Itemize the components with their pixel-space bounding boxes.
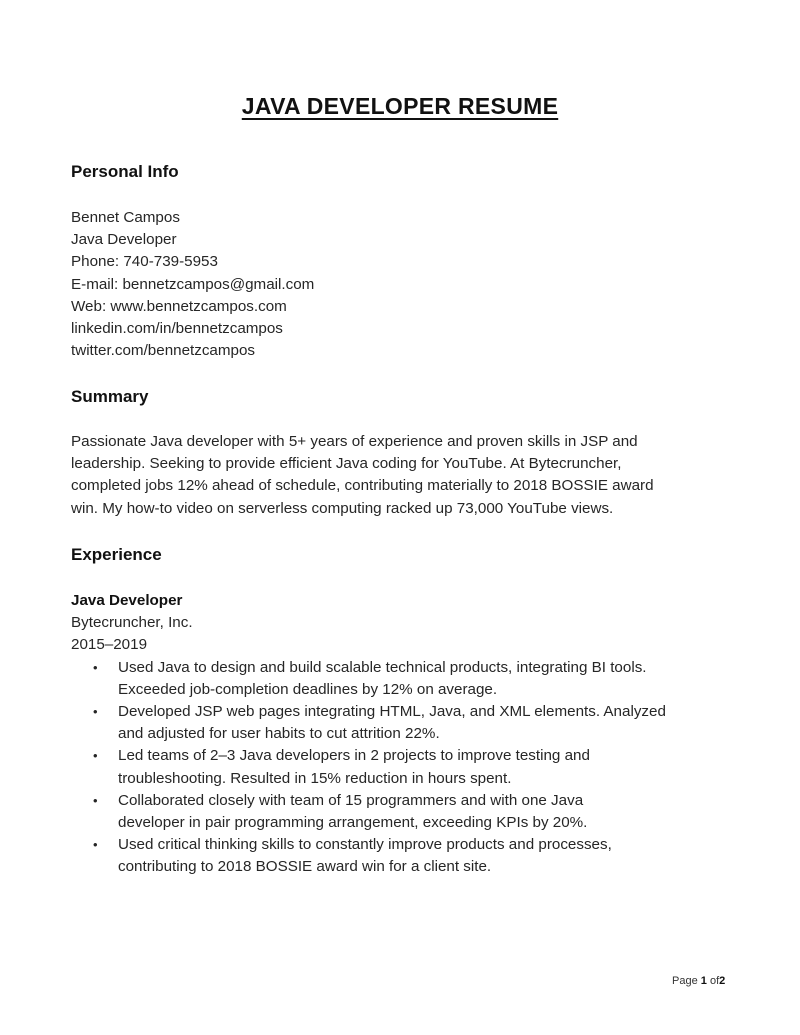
bullet-icon: • — [93, 659, 98, 675]
list-item: • Used critical thinking skills to constantly improve products and processes, contributing to 2018 BOSSIE award win for a client site. — [93, 836, 612, 876]
job-company: Bytecruncher, Inc. — [71, 614, 193, 632]
bullet-icon: • — [93, 748, 98, 764]
bullet-icon: • — [93, 837, 98, 853]
bullet-icon: • — [93, 792, 98, 808]
website: Web: www.bennetzcampos.com — [71, 297, 287, 315]
twitter: twitter.com/bennetzcampos — [71, 342, 256, 360]
job-entry — [71, 590, 751, 878]
summary-paragraph: Passionate Java developer with 5+ years of experience and proven skills in JSP and leadership. Seeking to provide efficient Java coding for YouTube. At Bytecruncher, completed jobs 12% ahead of schedule, contributing materially to 2018 BOSSIE award win. My how-to video on serverless computing racked up 73,000 YouTube views. — [71, 433, 654, 517]
job-position: Java Developer — [71, 592, 183, 609]
personal-info — [71, 207, 314, 362]
personal-info-heading: Personal Info — [71, 162, 179, 181]
email: E-mail: bennetzcampos@gmail.com — [71, 275, 315, 293]
job-title: Java Developer — [71, 231, 177, 249]
list-item: • Used Java to design and build scalable technical products, integrating BI tools. Exceeded job-completion deadlines by 12% on average. — [93, 658, 647, 698]
list-item: • Collaborated closely with team of 15 programmers and with one Java developer in pair programming arrangement, exceeding KPIs by 20%. — [93, 791, 588, 831]
name: Bennet Campos — [71, 209, 180, 226]
job-bullets — [71, 657, 751, 879]
list-item: • Developed JSP web pages integrating HTML, Java, and XML elements. Analyzed and adjusted for user habits to cut attrition 22%. — [93, 702, 666, 743]
phone: Phone: 740-739-5953 — [71, 253, 218, 271]
job-dates: 2015–2019 — [71, 636, 148, 654]
summary-heading: Summary — [71, 387, 149, 406]
list-item: • Led teams of 2–3 Java developers in 2 projects to improve testing and troubleshooting. Resulted in 15% reduction in hours spent. — [93, 747, 590, 787]
document-title: JAVA DEVELOPER RESUME — [241, 93, 559, 119]
experience-heading: Experience — [71, 545, 162, 564]
page-number: Page 1 of2 — [672, 975, 726, 987]
bullet-icon: • — [93, 703, 98, 719]
linkedin: linkedin.com/in/bennetzcampos — [71, 319, 283, 337]
